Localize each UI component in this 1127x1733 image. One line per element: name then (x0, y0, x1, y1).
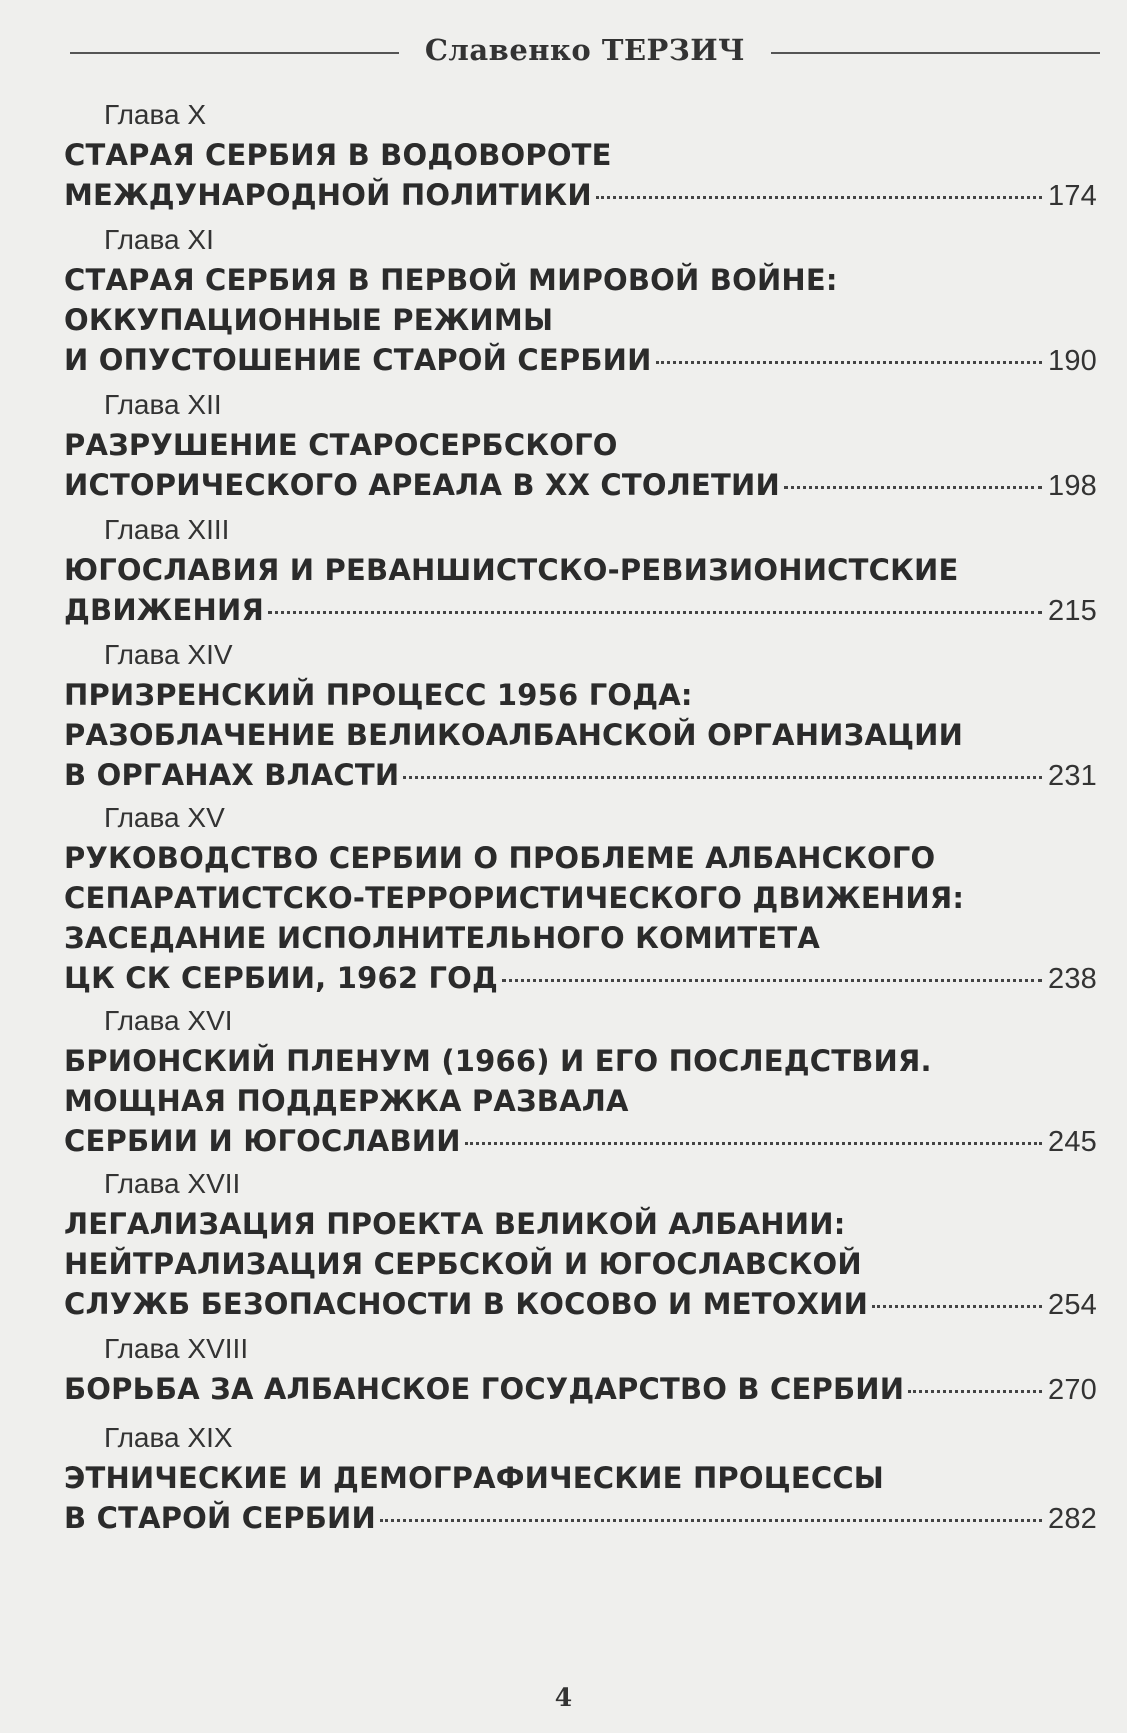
chapter-label: Глава XV (104, 802, 225, 833)
chapter-title-last-line (64, 1369, 1097, 1410)
toc-entry (64, 510, 1097, 631)
toc-page-number: 254 (1048, 1289, 1097, 1321)
chapter-title-line: ЛЕГАЛИЗАЦИЯ ПРОЕКТА ВЕЛИКОЙ АЛБАНИИ: (64, 1207, 846, 1241)
chapter-title-last-line (64, 1498, 1097, 1539)
dot-leader (502, 979, 1042, 982)
chapter-title-last-line (64, 1121, 1097, 1162)
author-name: Славенко ТЕРЗИЧ (424, 33, 746, 67)
chapter-title-text: В СТАРОЙ СЕРБИИ (64, 1501, 376, 1535)
chapter-title-line: ЮГОСЛАВИЯ И РЕВАНШИСТСКО-РЕВИЗИОНИСТСКИЕ (64, 553, 959, 587)
chapter-title-text: ДВИЖЕНИЯ (64, 593, 264, 627)
chapter-label: Глава XVI (104, 1005, 233, 1036)
chapter-title-line: ЭТНИЧЕСКИЕ И ДЕМОГРАФИЧЕСКИЕ ПРОЦЕССЫ (64, 1461, 885, 1495)
chapter-title-line: РАЗРУШЕНИЕ СТАРОСЕРБСКОГО (64, 428, 618, 462)
toc-page-number: 190 (1048, 345, 1097, 377)
chapter-label: Глава XIX (104, 1422, 233, 1453)
dot-leader (380, 1519, 1042, 1522)
chapter-title-last-line (64, 958, 1097, 999)
table-of-contents (64, 95, 1097, 1539)
chapter-title-line: НЕЙТРАЛИЗАЦИЯ СЕРБСКОЙ И ЮГОСЛАВСКОЙ (64, 1247, 862, 1281)
toc-page-number: 198 (1048, 470, 1097, 502)
chapter-title-text: МЕЖДУНАРОДНОЙ ПОЛИТИКИ (64, 178, 592, 212)
header-rule-right (771, 52, 1100, 54)
chapter-title-line: РУКОВОДСТВО СЕРБИИ О ПРОБЛЕМЕ АЛБАНСКОГО (64, 841, 936, 875)
running-header (70, 30, 1100, 70)
toc-page-number: 282 (1048, 1503, 1097, 1535)
chapter-title-line: СТАРАЯ СЕРБИЯ В ПЕРВОЙ МИРОВОЙ ВОЙНЕ: (64, 263, 838, 297)
toc-entry (64, 1418, 1097, 1539)
toc-page-number: 174 (1048, 180, 1097, 212)
chapter-label: Глава XIV (104, 639, 233, 670)
toc-entry (64, 798, 1097, 999)
dot-leader (872, 1305, 1042, 1308)
chapter-title-text: В ОРГАНАХ ВЛАСТИ (64, 758, 400, 792)
toc-entry (64, 220, 1097, 381)
toc-page-number: 215 (1048, 595, 1097, 627)
dot-leader (596, 196, 1042, 199)
chapter-title-line: ПРИЗРЕНСКИЙ ПРОЦЕСС 1956 ГОДА: (64, 678, 693, 712)
chapter-title-line: СЕПАРАТИСТСКО-ТЕРРОРИСТИЧЕСКОГО ДВИЖЕНИЯ: (64, 881, 965, 915)
chapter-title-line: РАЗОБЛАЧЕНИЕ ВЕЛИКОАЛБАНСКОЙ ОРГАНИЗАЦИИ (64, 718, 964, 752)
chapter-title-text: ИСТОРИЧЕСКОГО АРЕАЛА В XX СТОЛЕТИИ (64, 468, 780, 502)
chapter-label: Глава XII (104, 389, 222, 420)
dot-leader (908, 1390, 1042, 1393)
chapter-title-text: И ОПУСТОШЕНИЕ СТАРОЙ СЕРБИИ (64, 343, 652, 377)
toc-page-number: 245 (1048, 1126, 1097, 1158)
dot-leader (656, 361, 1042, 364)
chapter-title-line: ОККУПАЦИОННЫЕ РЕЖИМЫ (64, 303, 554, 337)
toc-entry (64, 1001, 1097, 1162)
chapter-title-last-line (64, 465, 1097, 506)
chapter-title-line: СТАРАЯ СЕРБИЯ В ВОДОВОРОТЕ (64, 138, 612, 172)
chapter-title-last-line (64, 340, 1097, 381)
toc-entry (64, 385, 1097, 506)
page-number: 4 (554, 1683, 573, 1712)
dot-leader (268, 611, 1042, 614)
chapter-label: Глава XIII (104, 514, 230, 545)
toc-entry (64, 635, 1097, 796)
dot-leader (403, 776, 1042, 779)
chapter-title-text: ЦК СК СЕРБИИ, 1962 ГОД (64, 961, 499, 995)
toc-entry (64, 1164, 1097, 1325)
chapter-title-last-line (64, 175, 1097, 216)
chapter-title-line: МОЩНАЯ ПОДДЕРЖКА РАЗВАЛА (64, 1084, 629, 1118)
chapter-label: Глава X (104, 99, 207, 130)
chapter-title-last-line (64, 590, 1097, 631)
chapter-title-text: БОРЬБА ЗА АЛБАНСКОЕ ГОСУДАРСТВО В СЕРБИИ (64, 1372, 905, 1406)
chapter-title-line: БРИОНСКИЙ ПЛЕНУМ (1966) И ЕГО ПОСЛЕДСТВИЯ. (64, 1044, 932, 1078)
chapter-label: Глава XVIII (104, 1333, 249, 1364)
toc-page-number: 238 (1048, 963, 1097, 995)
toc-page-number: 231 (1048, 760, 1097, 792)
chapter-label: Глава XVII (104, 1168, 241, 1199)
chapter-title-text: СЕРБИИ И ЮГОСЛАВИИ (64, 1124, 461, 1158)
dot-leader (784, 486, 1042, 489)
dot-leader (465, 1142, 1042, 1145)
toc-entry (64, 1329, 1097, 1410)
toc-entry (64, 95, 1097, 216)
chapter-label: Глава XI (104, 224, 214, 255)
toc-page-number: 270 (1048, 1374, 1097, 1406)
chapter-title-line: ЗАСЕДАНИЕ ИСПОЛНИТЕЛЬНОГО КОМИТЕТА (64, 921, 820, 955)
header-rule-left (70, 52, 399, 54)
chapter-title-last-line (64, 755, 1097, 796)
chapter-title-last-line (64, 1284, 1097, 1325)
chapter-title-text: СЛУЖБ БЕЗОПАСНОСТИ В КОСОВО И МЕТОХИИ (64, 1287, 869, 1321)
